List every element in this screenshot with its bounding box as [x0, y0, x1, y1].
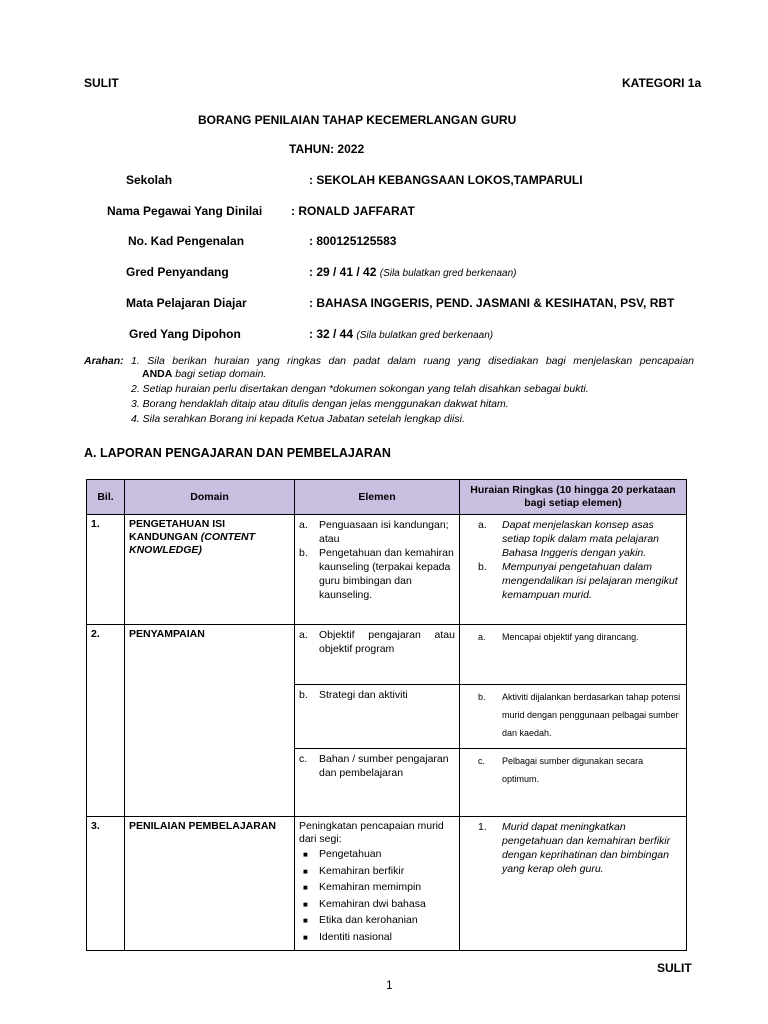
list-marker: b.: [299, 547, 308, 559]
list-marker: c.: [478, 756, 486, 766]
row2-desc-b: Aktiviti dijalankan berdasarkan tahap potensi murid dengan penggunaan pelbagai sumber dan kaedah.: [502, 692, 681, 738]
list-item: [299, 752, 455, 780]
list-marker: a.: [478, 519, 487, 531]
mata-value: : BAHASA INGGERIS, PEND. JASMANI & KESIHATAN, PSV, RBT: [309, 296, 675, 310]
row1-desc-b: Mempunyai pengetahuan dalam mengendalikan isi pelajaran mengikut kemampuan murid.: [502, 561, 678, 601]
row2-elemen-c-cell: [295, 749, 460, 817]
gred-label: Gred Penyandang: [126, 265, 229, 279]
footer-label: SULIT: [657, 961, 692, 975]
row2-bil: 2.: [87, 625, 125, 817]
row2-desc-b-cell: [460, 685, 687, 749]
table-row: [87, 817, 687, 951]
list-item: [464, 518, 682, 560]
list-item: [464, 688, 682, 742]
row3-bullet: Etika dan kerohanian: [319, 914, 418, 926]
bullet-icon: ■: [303, 850, 308, 859]
header-left-label: SULIT: [84, 76, 119, 90]
list-item: [464, 752, 682, 788]
list-item: [299, 546, 455, 602]
list-item: [299, 929, 455, 946]
header-elemen: Elemen: [295, 480, 460, 515]
row2-desc-a-cell: [460, 625, 687, 685]
instructions: [84, 355, 696, 429]
instruction-3: 3. Borang hendaklah ditaip atau ditulis dengan jelas menggunakan dakwat hitam.: [131, 398, 509, 410]
dipohon-note: (Sila bulatkan gred berkenaan): [356, 330, 494, 341]
instruction-4: 4. Sila serahkan Borang ini kepada Ketua Jabatan setelah lengkap diisi.: [131, 413, 465, 425]
section-title: A. LAPORAN PENGAJARAN DAN PEMBELAJARAN: [84, 446, 391, 460]
kad-value: : 800125125583: [309, 234, 397, 248]
list-item: [299, 879, 455, 896]
row3-bil: 3.: [87, 817, 125, 951]
list-item: [464, 560, 682, 602]
row1-elemen-a: Penguasaan isi kandungan; atau: [319, 519, 449, 545]
table-row: [87, 515, 687, 625]
header-domain: Domain: [125, 480, 295, 515]
list-item: [299, 846, 455, 863]
header-category-label: KATEGORI 1a: [622, 76, 702, 90]
row2-desc-c: Pelbagai sumber digunakan secara optimum.: [502, 756, 644, 784]
list-marker: b.: [478, 692, 486, 702]
header-huraian: Huraian Ringkas (10 hingga 20 perkataan bagi setiap elemen): [460, 480, 687, 515]
gred-note: (Sila bulatkan gred berkenaan): [379, 268, 517, 279]
row1-elemen: [295, 515, 460, 625]
page-number: 1: [386, 978, 393, 992]
row3-bullet: Identiti nasional: [319, 930, 392, 943]
form-year: TAHUN: 2022: [289, 142, 365, 156]
row3-bullet: Kemahiran dwi bahasa: [319, 897, 426, 910]
list-item: [299, 518, 455, 546]
assessment-table: [86, 479, 687, 951]
dipohon-value: : 32 / 44: [309, 327, 354, 341]
nama-label: Nama Pegawai Yang Dinilai: [107, 204, 263, 218]
nama-value: : RONALD JAFFARAT: [291, 204, 415, 218]
table-row: [87, 625, 687, 685]
instruction-1-rest: bagi setiap domain.: [172, 368, 267, 380]
instruction-1: 1. Sila berikan huraian yang ringkas dan padat dalam ruang yang disediakan bagi menjelaskan pencapaian: [131, 355, 694, 367]
list-marker: a.: [299, 519, 308, 531]
instruction-1-cont: [142, 368, 266, 381]
list-marker: a.: [478, 632, 486, 642]
row2-domain: PENYAMPAIAN: [125, 625, 295, 817]
sekolah-value: : SEKOLAH KEBANGSAAN LOKOS,TAMPARULI: [309, 173, 583, 187]
row1-desc-a: Dapat menjelaskan konsep asas setiap topik dalam mata pelajaran Bahasa Inggeris dengan yakin.: [502, 519, 660, 559]
row2-desc-a: Mencapai objektif yang dirancang.: [502, 632, 639, 642]
bullet-icon: ■: [303, 866, 308, 876]
row1-huraian: [460, 515, 687, 625]
instruction-1-anda: ANDA: [142, 368, 173, 380]
list-item: [299, 628, 455, 656]
form-title: BORANG PENILAIAN TAHAP KECEMERLANGAN GURU: [198, 113, 517, 127]
list-marker: a.: [299, 629, 308, 641]
row2-elemen-c: Bahan / sumber pengajaran dan pembelajaran: [319, 753, 449, 779]
row3-elemen: [295, 817, 460, 951]
kad-label: No. Kad Pengenalan: [128, 234, 245, 248]
list-item: [464, 820, 682, 876]
list-item: [299, 863, 455, 880]
row1-domain-italic: (CONTENT KNOWLEDGE): [129, 531, 255, 556]
sekolah-label: Sekolah: [126, 173, 173, 187]
row2-elemen-b: Strategi dan aktiviti: [319, 689, 408, 701]
row1-domain-main: PENGETAHUAN ISI KANDUNGAN: [129, 518, 226, 543]
bullet-icon: ■: [303, 932, 308, 942]
bullet-icon: ■: [303, 899, 308, 909]
list-marker: 1.: [478, 821, 487, 833]
mata-label: Mata Pelajaran Diajar: [126, 296, 247, 310]
row1-elemen-b: Pengetahuan dan kemahiran kaunseling (terpakai kepada guru bimbingan dan kaunseling.: [319, 547, 454, 601]
row3-bullet: Pengetahuan: [319, 848, 382, 860]
bullet-icon: ■: [303, 916, 308, 925]
row3-bullet: Kemahiran memimpin: [319, 881, 422, 893]
gred-value: : 29 / 41 / 42: [309, 265, 377, 279]
dipohon-value-row: [309, 327, 493, 341]
instructions-label: Arahan:: [84, 355, 124, 367]
row3-elemen-intro: Peningkatan pencapaian murid dari segi:: [299, 820, 444, 845]
list-marker: b.: [478, 561, 487, 573]
list-item: [299, 688, 455, 702]
list-item: [299, 896, 455, 913]
table-header-row: [87, 480, 687, 515]
dipohon-label: Gred Yang Dipohon: [129, 327, 241, 341]
row2-elemen-a-cell: [295, 625, 460, 685]
list-item: [299, 912, 455, 929]
list-marker: b.: [299, 689, 308, 701]
row2-elemen-a: Objektif pengajaran atau objektif program: [319, 629, 455, 655]
row3-bullet: Kemahiran berfikir: [319, 864, 405, 877]
header-bil: Bil.: [87, 480, 125, 515]
row3-huraian: [460, 817, 687, 951]
gred-value-row: [309, 265, 517, 279]
row2-desc-c-cell: [460, 749, 687, 817]
bullet-icon: ■: [303, 883, 308, 892]
instruction-2: 2. Setiap huraian perlu disertakan dengan *dokumen sokongan yang telah disahkan sebagai bukti.: [131, 383, 589, 395]
list-item: [464, 628, 682, 646]
row3-domain: PENILAIAN PEMBELAJARAN: [125, 817, 295, 951]
list-marker: c.: [299, 753, 308, 765]
row1-domain: [125, 515, 295, 625]
row2-elemen-b-cell: [295, 685, 460, 749]
row3-desc: Murid dapat meningkatkan pengetahuan dan kemahiran berfikir dengan keprihatinan dan bimbingan yang kerap oleh guru.: [502, 821, 671, 875]
row1-bil: 1.: [87, 515, 125, 625]
